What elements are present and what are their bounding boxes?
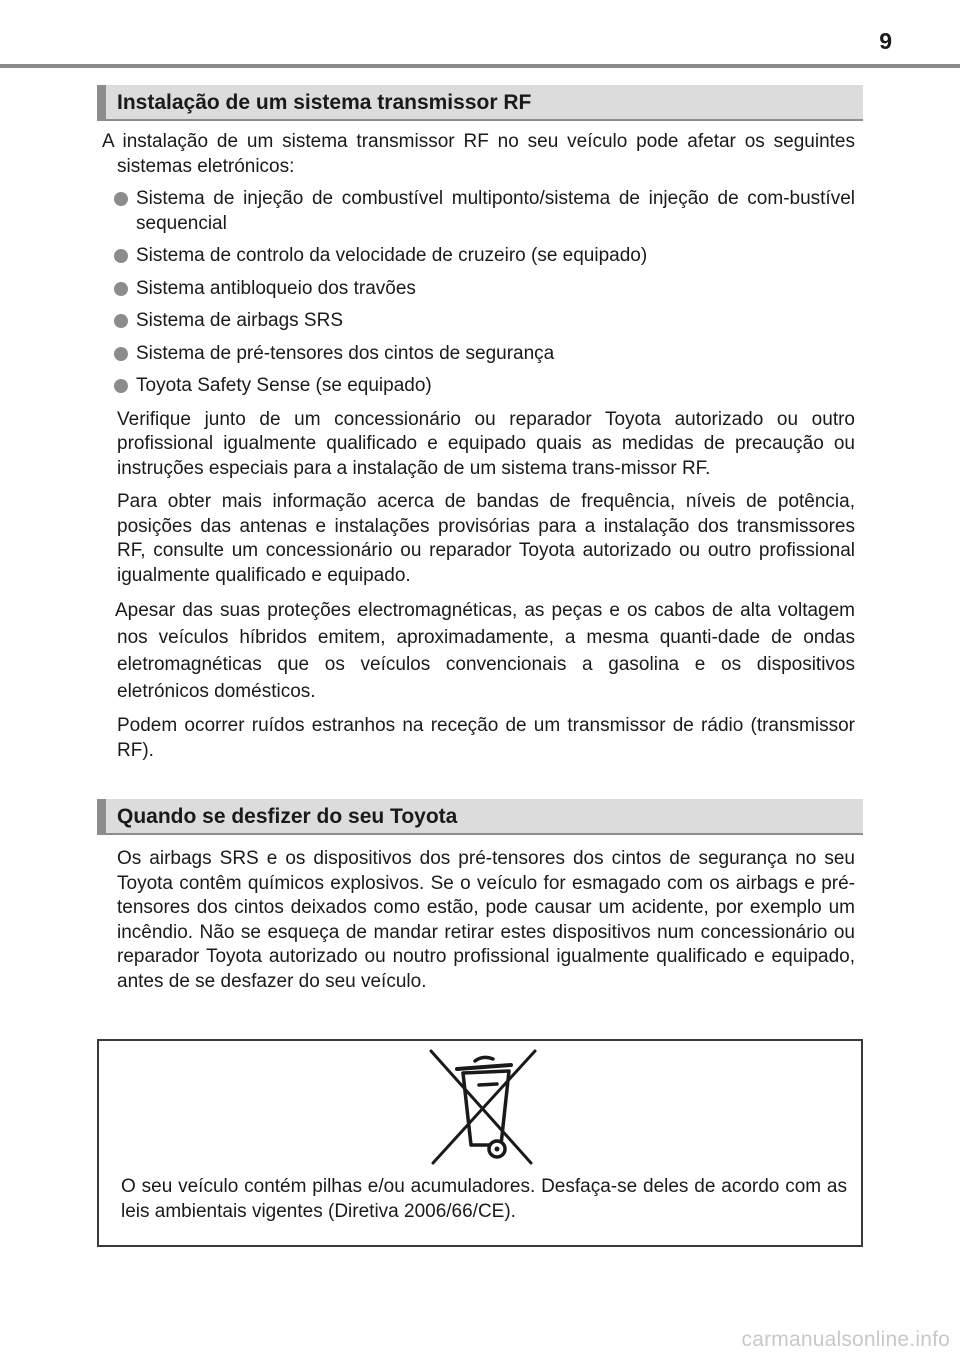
section-title: Instalação de um sistema transmissor RF bbox=[117, 91, 532, 114]
bullet-dot-icon bbox=[114, 192, 128, 206]
page-number: 9 bbox=[879, 28, 892, 54]
bullet-dot-icon bbox=[114, 282, 128, 296]
list-item-text: Sistema de pré-tensores dos cintos de segurança bbox=[136, 342, 555, 364]
list-item bbox=[117, 374, 855, 399]
paragraph-rf-info: Para obter mais informação acerca de bandas de frequência, níveis de potência, posições das antenas e instalações provisórias para a instalação dos transmissores RF, consulte um concessionário ou reparador Toyota autorizado ou outro profissional igualmente qualificado e equipado. bbox=[117, 491, 855, 586]
watermark: carmanualsonline.info bbox=[741, 1328, 950, 1351]
list-item-text: Sistema de airbags SRS bbox=[136, 310, 343, 331]
list-item-text: Sistema de controlo da velocidade de cruzeiro (se equipado) bbox=[136, 245, 648, 266]
paragraph-hybrid-emissions: Apesar das suas proteções electromagnéticas, as peças e os cabos de alta voltagem nos veículos híbridos emitem, aproximadamente, a mesma quanti-dade de ondas eletromagnéticas que os veículos convencionais a gasolina e os dispositivos eletrónicos domésticos. bbox=[115, 600, 855, 702]
intro-paragraph: A instalação de um sistema transmissor RF no seu veículo pode afetar os seguintes sistemas eletrónicos: bbox=[102, 131, 855, 177]
list-item bbox=[117, 342, 855, 367]
crossed-out-wheelie-bin-icon bbox=[427, 1047, 539, 1167]
paragraph-dealer-check: Verifique junto de um concessionário ou reparador Toyota autorizado ou outro profissional igualmente qualificado e equipado quais as medidas de precaução ou instruções especiais para a instalação de um sistema trans-missor RF. bbox=[117, 408, 855, 479]
paragraph-disposal: Os airbags SRS e os dispositivos dos pré-tensores dos cintos de segurança no seu Toyota contêm químicos explosivos. Se o veículo for esmagado com os airbags e pré-tensores dos cintos deixados como estão, pode causar um acidente, por exemplo um incêndio. Não se esqueça de mandar retirar estes dispositivos num concessionário ou reparador Toyota autorizado ou noutro profissional igualmente qualificado e equipado, antes de se desfazer do seu veículo. bbox=[117, 848, 855, 992]
section-header-bar bbox=[97, 799, 106, 833]
list-item-text: Sistema antibloqueio dos travões bbox=[136, 277, 416, 299]
section-header-bar bbox=[97, 85, 106, 119]
list-item bbox=[117, 244, 855, 269]
section-header-rf-transmitter bbox=[97, 85, 863, 121]
list-item bbox=[117, 277, 855, 302]
battery-notice-box bbox=[97, 1039, 863, 1247]
top-rule bbox=[0, 64, 960, 68]
list-item-text: Toyota Safety Sense (se equipado) bbox=[136, 375, 432, 396]
section-header-disposal bbox=[97, 799, 863, 835]
paragraph-radio-noise: Podem ocorrer ruídos estranhos na receção de um transmissor de rádio (transmissor RF). bbox=[117, 715, 855, 761]
section-rf-transmitter-body bbox=[102, 130, 855, 763]
bullet-dot-icon bbox=[114, 347, 128, 361]
list-item-text: Sistema de injeção de combustível multiponto/sistema de injeção de com-bustível sequencial bbox=[136, 188, 855, 234]
bullet-dot-icon bbox=[114, 379, 128, 393]
section-title: Quando se desfizer do seu Toyota bbox=[117, 805, 458, 828]
bullet-dot-icon bbox=[114, 314, 128, 328]
list-item bbox=[117, 309, 855, 334]
bullet-dot-icon bbox=[114, 249, 128, 263]
battery-notice-text: O seu veículo contém pilhas e/ou acumuladores. Desfaça-se deles de acordo com as leis ambientais vigentes (Diretiva 2006/66/CE). bbox=[121, 1176, 847, 1222]
list-item bbox=[117, 187, 855, 236]
section-disposal-body bbox=[117, 847, 855, 994]
